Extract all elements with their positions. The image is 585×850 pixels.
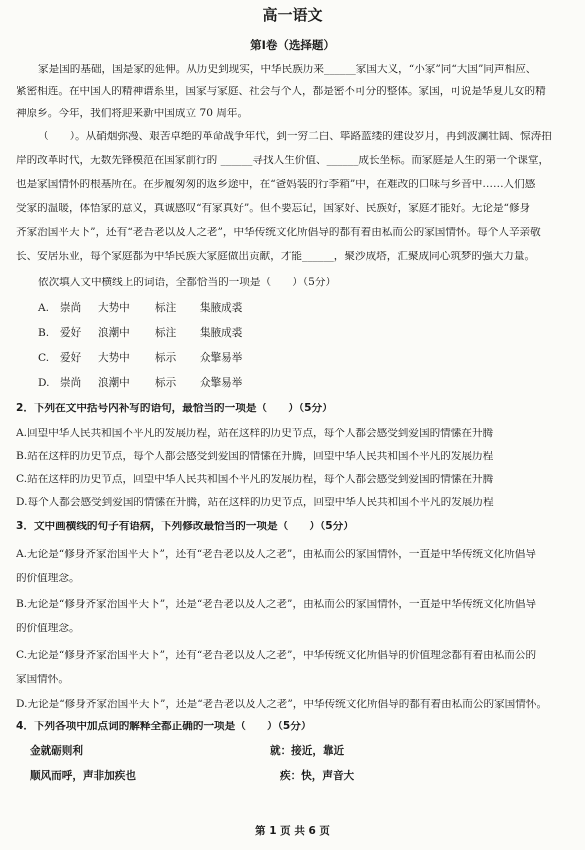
q2-option-c: C.站在这样的历史节点，回望中华人民共和国不平凡的发展历程，每个人都会感受到爱国的情愫在升腾 <box>16 474 494 485</box>
q4-phrase: 金就砺则利 <box>30 745 83 757</box>
passage-line: （ ）。从硝烟弥漫、艰苦卓绝的革命战争年代，到一穷二白、筚路蓝缕的建设岁月，再到波澜壮阔、惊涛拍 <box>38 131 552 142</box>
passage-line: 紧密相连。在中国人的精神谱系里，国家与家庭、社会与个人，都是密不可分的整体。家国，可说是华夏儿女的精 <box>16 86 546 97</box>
question-2-stem: 2．下列在文中括号内补写的语句，最恰当的一项是（ ）（5分） <box>16 403 333 414</box>
q2-option-b: B.站在这样的历史节点，每个人都会感受到爱国的情愫在升腾，回望中华人民共和国不平凡的发展历程 <box>16 451 494 462</box>
page-title: 高一语文 <box>262 6 323 24</box>
q3-option-c: C.无论是“修身齐家治国平天下”，还有“老吾老以及人之老”，中华传统文化所倡导的价值理念都有着由私而公的 <box>16 650 537 661</box>
passage-line: 家是国的基础，国是家的延伸。从历史到现实，中华民族历来______家国大义，“小家”同“大国”同声相应、 <box>38 64 537 75</box>
q4-gloss: 就：接近，靠近 <box>270 745 345 757</box>
passage-line: 也是家国情怀的根基所在。在步履匆匆的返乡途中，在“爸妈装的行李箱”中，在难改的口味与乡音中……人们感 <box>16 179 536 190</box>
q3-option-a: A.无论是“修身齐家治国平天下”，还有“老吾老以及人之老”，由私而公的家国情怀，一直是中华传统文化所倡导 <box>16 549 536 560</box>
page-number: 第 1 页 共 6 页 <box>255 825 330 837</box>
q3-option-c-cont: 家国情怀。 <box>16 674 69 685</box>
q2-option-d: D.每个人都会感受到爱国的情愫在升腾，站在这样的历史节点，回望中华人民共和国不平凡的发展历程 <box>16 497 494 508</box>
q3-option-a-cont: 的价值理念。 <box>16 573 80 584</box>
q3-option-b: B.无论是“修身齐家治国平天下”，还是“老吾老以及人之老”，由私而公的家国情怀，一直是中华传统文化所倡导 <box>16 599 537 610</box>
q4-gloss: 疾：快，声音大 <box>280 770 355 782</box>
q3-option-b-cont: 的价值理念。 <box>16 623 80 634</box>
question-4-stem: 4．下列各项中加点词的解释全都正确的一项是（ ）（5分） <box>16 721 312 732</box>
question-1-stem: 依次填入文中横线上的词语，全都恰当的一项是（ ）（5分） <box>38 277 337 288</box>
passage-line: 神原乡。今年，我们将迎来新中国成立 70 周年。 <box>16 108 249 119</box>
q4-phrase: 顺风而呼，声非加疾也 <box>30 770 136 782</box>
passage-line: 齐家治国平天下”，还有“老吾老以及人之老”，中华传统文化所倡导的都有着由私而公的家国情怀。每个人辛亲敬 <box>16 227 541 238</box>
question-3-stem: 3．文中画横线的句子有语病，下列修改最恰当的一项是（ ）（5分） <box>16 521 354 532</box>
q3-option-d: D.无论是“修身齐家治国平天下”，还是“老吾老以及人之老”，中华传统文化所倡导的都有着由私而公的家国情怀。 <box>16 699 548 710</box>
section-heading: 第Ⅰ卷（选择题） <box>250 38 335 52</box>
q2-option-a: A.回望中华人民共和国不平凡的发展历程，站在这样的历史节点，每个人都会感受到爱国的情愫在升腾 <box>16 428 494 439</box>
exam-page: 高一语文 第Ⅰ卷（选择题） 家是国的基础，国是家的延伸。从历史到现实，中华民族历来______家国大义，“小家”同“大国”同声相应、 紧密相连。在中国人的精神谱系里，国家与家庭、社会与个人，都是密不可分的整体。家国，可说是华夏儿女的精 神原乡。今年，我们将迎来新中国成立 70 周年。 （ ）。从硝烟弥漫、艰苦卓绝的革命战争年代，到一穷二白、筚路蓝缕的建设岁月，再到波澜壮阔、惊涛拍 岸的改革时代，无数先锋模范在国家前行的 ______寻找人生价值、______成长坐标。而家庭是人生的第一个课堂， 也是家国情怀的根基所在。在步履匆匆的返乡途中，在“爸妈装的行李箱”中，在难改的口味与乡音中……人们感 受家的温暖，体悟家的意义，真诚感叹“有家真好”。但不要忘记，国家好、民族好，家庭才能好。无论是“修身 齐家治国平天下”，还有“老吾老以及人之老”，中华传统文化所倡导的都有着由私而公的家国情怀。每个人辛亲敬 长、安居乐业，每个家庭都为中华民族大家庭做出贡献，才能______，聚沙成塔，汇聚成同心筑梦的强大力量。 依次填入文中横线上的词语，全都恰当的一项是（ ）（5分） A. 崇尚 大势中 标注 集腋成裘 B. 爱好 浪潮中 标注 集腋成裘 C. 爱好 大势中 标示 众擎易举 D. 崇尚 浪潮中 标示 众擎易举 2．下列在文中括号内补写的语句，最恰当的一项是（ ）（5分） A.回望中华人民共和国不平凡的发展历程，站在这样的历史节点，每个人都会感受到爱国的情愫在升腾 B.站在这样的历史节点，每个人都会感受到爱国的情愫在升腾，回望中华人民共和国不平凡的发展历程 C.站在这样的历史节点，回望中华人民共和国不平凡的发展历程，每个人都会感受到爱国的情愫在升腾 D.每个人都会感受到爱国的情愫在升腾，站在这样的历史节点，回望中华人民共和国不平凡的发展历程 3．文中画横线的句子有语病，下列修改最恰当的一项是（ ）（5分） A.无论是“修身齐家治国平天下”，还有“老吾老以及人之老”，由私而公的家国情怀，一直是中华传统文化所倡导 的价值理念。 B.无论是“修身齐家治国平天下”，还是“老吾老以及人之老”，由私而公的家国情怀，一直是中华传统文化所倡导 的价值理念。 C.无论是“修身齐家治国平天下”，还有“老吾老以及人之老”，中华传统文化所倡导的价值理念都有着由私而公的 家国情怀。 D.无论是“修身齐家治国平天下”，还是“老吾老以及人之老”，中华传统文化所倡导的都有着由私而公的家国情怀。 4．下列各项中加点词的解释全都正确的一项是（ ）（5分） 金就砺则利 就：接近，靠近 顺风而呼，声非加疾也 疾：快，声音大 第 1 页 共 6 页 <box>0 0 585 850</box>
passage-line: 长、安居乐业，每个家庭都为中华民族大家庭做出贡献，才能______，聚沙成塔，汇聚成同心筑梦的强大力量。 <box>16 251 536 262</box>
passage-line: 岸的改革时代，无数先锋模范在国家前行的 ______寻找人生价值、______成长坐标。而家庭是人生的第一个课堂， <box>16 155 550 166</box>
passage-line: 受家的温暖，体悟家的意义，真诚感叹“有家真好”。但不要忘记，国家好、民族好，家庭才能好。无论是“修身 <box>16 203 531 214</box>
